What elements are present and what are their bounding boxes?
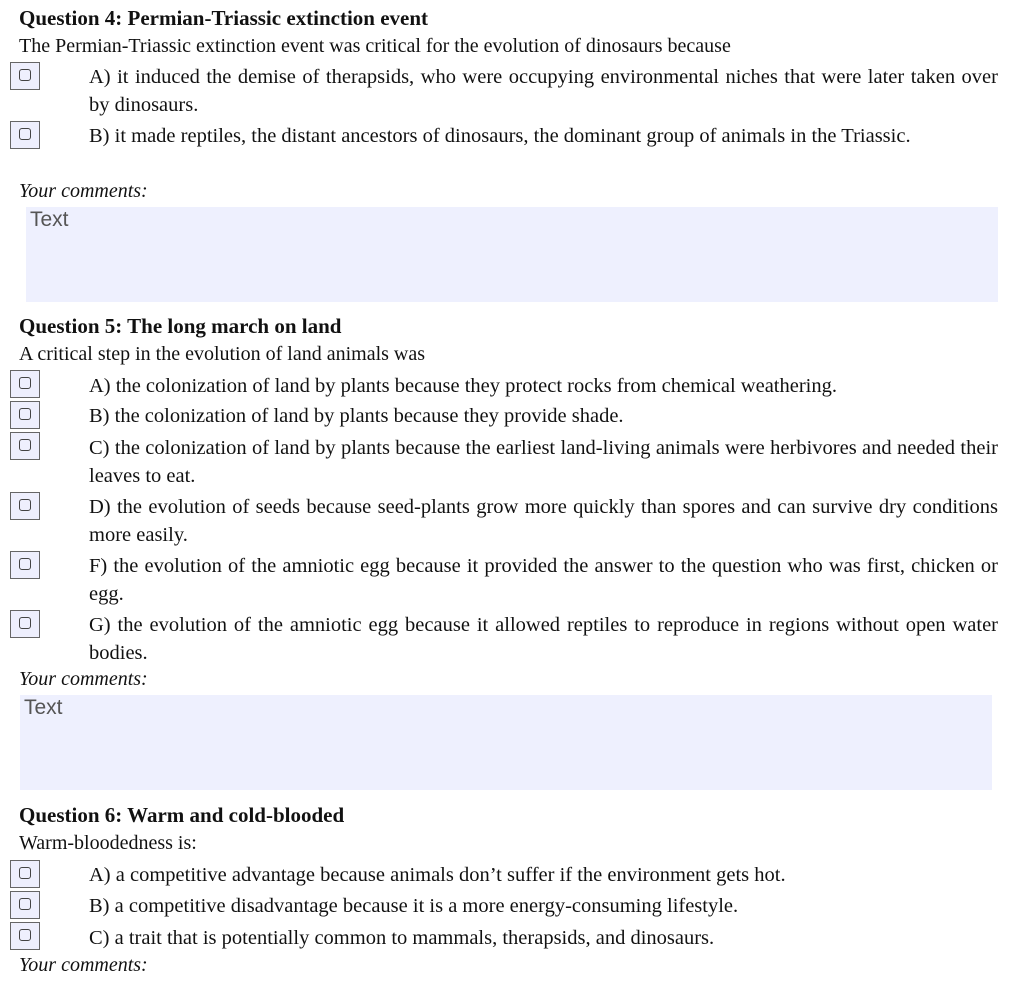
question-4-title: Question 4: Permian-Triassic extinction event [19, 6, 429, 30]
q6-option-b: B) a competitive disadvantage because it is a more energy-consuming lifestyle. [89, 895, 739, 917]
checkbox-icon [19, 128, 31, 140]
q5-option-f: F) the evolution of the amniotic egg because it provided the answer to the question who was first, chicken or egg. [89, 555, 998, 605]
checkbox-icon [19, 898, 31, 910]
q4-option-b: B) it made reptiles, the distant ancestors of dinosaurs, the dominant group of animals in the Triassic. [89, 125, 911, 147]
question-4-intro: The Permian-Triassic extinction event was critical for the evolution of dinosaurs because [19, 35, 731, 57]
q5-option-b: B) the colonization of land by plants because they provide shade. [89, 405, 624, 427]
question-6-intro: Warm-bloodedness is: [19, 832, 197, 854]
q4-option-b-checkbox[interactable] [10, 121, 40, 149]
q4-comments-field[interactable] [26, 207, 998, 302]
checkbox-icon [19, 867, 31, 879]
q5-option-a: A) the colonization of land by plants because they protect rocks from chemical weathering. [89, 375, 837, 397]
checkbox-icon [19, 558, 31, 570]
checkbox-icon [19, 617, 31, 629]
q5-comments-label: Your comments: [19, 668, 148, 690]
q5-option-a-checkbox[interactable] [10, 370, 40, 398]
q5-comments-field[interactable] [20, 695, 992, 790]
checkbox-icon [19, 408, 31, 420]
q5-option-g-checkbox[interactable] [10, 610, 40, 638]
q4-option-a: A) it induced the demise of therapsids, who were occupying environmental niches that were later taken over by dinosaurs. [89, 66, 998, 116]
q5-option-b-checkbox[interactable] [10, 401, 40, 429]
q4-option-a-checkbox[interactable] [10, 62, 40, 90]
q6-option-c: C) a trait that is potentially common to mammals, therapsids, and dinosaurs. [89, 927, 715, 949]
checkbox-icon [19, 499, 31, 511]
question-5-intro: A critical step in the evolution of land animals was [19, 343, 426, 365]
q5-option-f-checkbox[interactable] [10, 551, 40, 579]
q5-comments-placeholder: Text [24, 696, 63, 719]
checkbox-icon [19, 929, 31, 941]
q6-comments-label: Your comments: [19, 954, 148, 976]
q5-option-c-checkbox[interactable] [10, 432, 40, 460]
q6-option-b-checkbox[interactable] [10, 891, 40, 919]
question-5-title: Question 5: The long march on land [19, 314, 342, 338]
q6-option-c-checkbox[interactable] [10, 922, 40, 950]
q5-option-d: D) the evolution of seeds because seed-plants grow more quickly than spores and can survive dry conditions more easily. [89, 496, 998, 546]
question-6-title: Question 6: Warm and cold-blooded [19, 803, 345, 827]
checkbox-icon [19, 377, 31, 389]
q4-comments-label: Your comments: [19, 180, 148, 202]
q6-option-a-checkbox[interactable] [10, 860, 40, 888]
checkbox-icon [19, 439, 31, 451]
checkbox-icon [19, 69, 31, 81]
q5-option-g: G) the evolution of the amniotic egg because it allowed reptiles to reproduce in regions without open water bodies. [89, 614, 998, 664]
q6-option-a: A) a competitive advantage because animals don’t suffer if the environment gets hot. [89, 864, 786, 886]
q4-comments-placeholder: Text [30, 208, 69, 231]
q5-option-d-checkbox[interactable] [10, 492, 40, 520]
q5-option-c: C) the colonization of land by plants because the earliest land-living animals were herbivores and needed their leaves to eat. [89, 437, 998, 487]
